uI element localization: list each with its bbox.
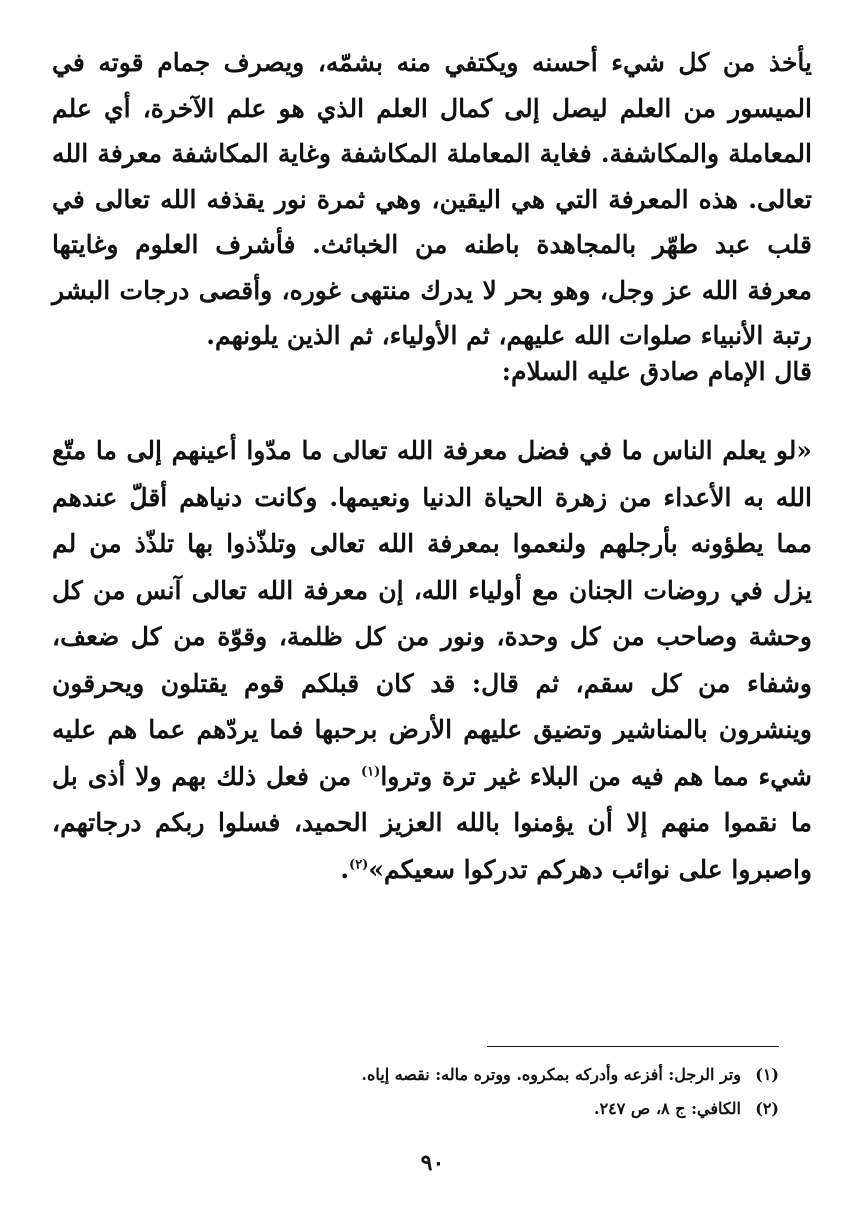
footnote-divider bbox=[487, 1046, 779, 1047]
page-number: ٩٠ bbox=[420, 1150, 445, 1176]
footnote-text: الكافي: ج ٨، ص ٢٤٧. bbox=[594, 1099, 741, 1118]
quote-text-end: . bbox=[340, 854, 350, 884]
quote-text-part-2: من فعل ذلك بهم ولا أذى بل ما نقموا منهم إلا أن يؤمنوا بالله العزيز الحميد، فسلوا ربكم درجاتهم، واصبروا على نوائب دهركم تدركوا سعيكم» bbox=[52, 761, 812, 884]
footnotes bbox=[59, 1058, 779, 1126]
footnote-item bbox=[59, 1058, 779, 1092]
footnote-ref-1: (١) bbox=[361, 764, 381, 780]
footnote-text: وتر الرجل: أفزعه وأدركه بمكروه. ووتره ماله: نقصه إياه. bbox=[361, 1065, 741, 1084]
footnote-number: (٢) bbox=[755, 1099, 779, 1118]
quote-paragraph bbox=[52, 428, 812, 893]
quote-attribution: قال الإمام صادق عليه السلام: bbox=[501, 357, 812, 386]
footnote-number: (١) bbox=[755, 1065, 779, 1084]
quote-text-part-1: «لو يعلم الناس ما في فضل معرفة الله تعالى ما مدّوا أعينهم إلى ما متّع الله به الأعداء من زهرة الحياة الدنيا ونعيمها. وكانت دنياهم أقلّ عندهم مما يطؤونه بأرجلهم ولنعموا بمعرفة الله تعالى وتلذّذوا بها تلذّذ من لم يزل في روضات الجنان مع أولياء الله، إن معرفة الله تعالى آنس من كل وحشة وصاحب من كل وحدة، ونور من كل ظلمة، وقوّة من كل ضعف، وشفاء من كل سقم، ثم قال: قد كان قبلكم قوم يقتلون ويحرقون وينشرون بالمناشير وتضيق عليهم الأرض برحبها فما يردّهم عما هم عليه شيء مما هم فيه من البلاء غير ترة وتروا bbox=[52, 436, 813, 791]
intro-text: يأخذ من كل شيء أحسنه ويكتفي منه بشمّه، ويصرف جمام قوته في الميسور من العلم ليصل إلى كمال العلم الذي هو علم الآخرة، أي علم المعاملة والمكاشفة. فغاية المعاملة المكاشفة وغاية المكاشفة معرفة الله تعالى. هذه المعرفة التي هي اليقين، وهي ثمرة نور يقذفه الله تعالى في قلب عبد طهّر بالمجاهدة باطنه من الخبائث. فأشرف العلوم وغايتها معرفة الله عز وجل، وهو بحر لا يدرك منتهى غوره، وأقصى درجات البشر رتبة الأنبياء صلوات الله عليهم، ثم الأولياء، ثم الذين يلونهم. bbox=[52, 48, 812, 350]
intro-paragraph bbox=[52, 40, 812, 359]
footnote-item bbox=[59, 1092, 779, 1126]
footnote-ref-2: (٢) bbox=[349, 857, 369, 873]
